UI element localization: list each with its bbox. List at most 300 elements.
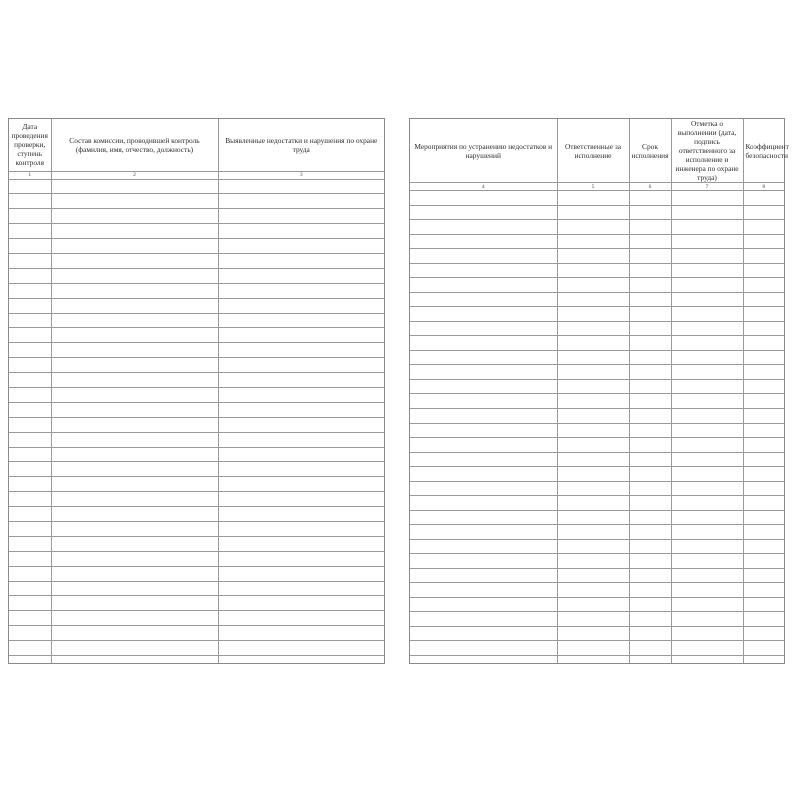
empty-cell [51,283,218,298]
empty-cell [218,641,384,656]
table-row [9,283,384,298]
table-row [410,438,784,453]
empty-cell [218,536,384,551]
empty-cell [218,358,384,373]
empty-cell [51,551,218,566]
empty-cell [671,583,743,598]
table-row [410,423,784,438]
empty-cell [51,224,218,239]
empty-cell [51,253,218,268]
empty-cell [410,539,557,554]
empty-cell [410,336,557,351]
empty-cell [51,239,218,254]
empty-cell [671,467,743,482]
empty-cell [218,566,384,581]
table-row [410,568,784,583]
table-row [410,496,784,511]
empty-cell [51,343,218,358]
empty-cell [629,510,671,525]
empty-cell [9,581,51,596]
empty-cell [410,626,557,641]
column-number: 2 [51,171,218,179]
empty-cell [743,205,784,220]
empty-cell [218,387,384,402]
empty-cell [743,350,784,365]
empty-cell [743,423,784,438]
empty-cell [410,408,557,423]
column-number: 6 [629,183,671,191]
table-row [9,566,384,581]
empty-cell [743,525,784,540]
empty-cell [51,373,218,388]
empty-cell [629,249,671,264]
table-row [9,328,384,343]
table-row [410,278,784,293]
empty-cell [557,220,629,235]
empty-cell [629,220,671,235]
empty-cell [9,447,51,462]
table-row [410,408,784,423]
empty-cell [671,438,743,453]
empty-cell [629,191,671,206]
empty-cell [629,292,671,307]
empty-cell [410,656,557,664]
empty-cell [629,539,671,554]
empty-cell [410,263,557,278]
empty-cell [629,438,671,453]
empty-cell [218,179,384,194]
empty-cell [51,566,218,581]
empty-cell [671,510,743,525]
table-row [9,239,384,254]
empty-cell [557,336,629,351]
empty-cell [629,307,671,322]
table-row [410,539,784,554]
empty-cell [51,387,218,402]
empty-cell [629,656,671,664]
empty-cell [218,492,384,507]
empty-cell [629,278,671,293]
column-header-measures: Мероприятия по устранению недостатков и нарушений [410,119,557,183]
table-row [410,379,784,394]
table-row [410,307,784,322]
empty-cell [9,492,51,507]
empty-cell [410,612,557,627]
empty-cell [557,321,629,336]
table-row [410,205,784,220]
empty-cell [51,521,218,536]
empty-cell [410,350,557,365]
column-number: 1 [9,171,51,179]
empty-cell [671,452,743,467]
empty-cell [557,554,629,569]
table-row [410,292,784,307]
empty-cell [9,477,51,492]
empty-cell [9,343,51,358]
table-row [9,313,384,328]
empty-cell [218,417,384,432]
table-row [9,373,384,388]
empty-cell [671,321,743,336]
empty-cell [629,597,671,612]
empty-cell [9,268,51,283]
table-row [9,551,384,566]
empty-cell [557,525,629,540]
empty-cell [218,656,384,664]
empty-cell [218,447,384,462]
empty-cell [743,597,784,612]
empty-cell [410,321,557,336]
empty-cell [557,481,629,496]
empty-cell [9,611,51,626]
empty-cell [51,432,218,447]
table-row [9,298,384,313]
empty-cell [9,566,51,581]
empty-cell [743,408,784,423]
empty-cell [9,179,51,194]
empty-cell [51,462,218,477]
empty-cell [51,611,218,626]
empty-cell [743,220,784,235]
empty-cell [671,612,743,627]
column-number: 7 [671,183,743,191]
empty-cell [218,462,384,477]
empty-cell [9,536,51,551]
empty-cell [743,612,784,627]
column-header-date: Дата проведения проверки, ступень контроля [9,119,51,171]
empty-cell [557,423,629,438]
column-header-deadline: Срок исполнения [629,119,671,183]
empty-cell [557,539,629,554]
empty-cell [51,477,218,492]
empty-cell [629,379,671,394]
empty-cell [743,234,784,249]
empty-cell [218,626,384,641]
empty-cell [218,268,384,283]
empty-cell [629,365,671,380]
column-header-responsible: Ответственные за исполнение [557,119,629,183]
empty-cell [9,402,51,417]
empty-cell [410,554,557,569]
table-row [9,387,384,402]
empty-cell [218,581,384,596]
journal-page-right [409,118,789,664]
empty-cell [557,510,629,525]
empty-cell [743,394,784,409]
empty-cell [9,596,51,611]
empty-cell [9,551,51,566]
empty-cell [218,224,384,239]
empty-cell [671,423,743,438]
empty-cell [218,551,384,566]
empty-cell [51,358,218,373]
empty-cell [51,268,218,283]
empty-cell [671,292,743,307]
empty-cell [743,249,784,264]
empty-cell [410,278,557,293]
empty-cell [557,234,629,249]
table-row [410,336,784,351]
table-row [410,220,784,235]
empty-cell [51,641,218,656]
table-row [410,656,784,664]
empty-cell [410,467,557,482]
column-header-violations: Выявленные недостатки и нарушения по охране труда [218,119,384,171]
empty-cell [629,525,671,540]
table-row [410,321,784,336]
empty-cell [51,492,218,507]
empty-cell [743,641,784,656]
table-row [410,626,784,641]
empty-cell [671,597,743,612]
empty-cell [9,507,51,522]
table-row [410,525,784,540]
table-row [410,612,784,627]
journal-page-left [8,118,385,664]
table-row [410,234,784,249]
empty-cell [218,328,384,343]
empty-cell [671,234,743,249]
empty-cell [51,179,218,194]
table-row [9,179,384,194]
empty-cell [410,365,557,380]
empty-cell [671,379,743,394]
inspection-table-right [410,119,789,663]
table-row [9,432,384,447]
empty-cell [9,387,51,402]
empty-cell [743,568,784,583]
empty-cell [51,209,218,224]
empty-cell [671,205,743,220]
empty-cell [9,313,51,328]
empty-cell [743,626,784,641]
empty-cell [51,596,218,611]
empty-cell [9,656,51,664]
empty-cell [743,263,784,278]
empty-cell [51,402,218,417]
empty-cell [557,292,629,307]
empty-cell [629,612,671,627]
empty-cell [743,452,784,467]
empty-cell [410,568,557,583]
empty-cell [743,365,784,380]
empty-cell [671,336,743,351]
empty-cell [51,194,218,209]
empty-cell [557,307,629,322]
table-row [9,477,384,492]
table-row [410,394,784,409]
empty-cell [9,417,51,432]
empty-cell [51,298,218,313]
table-row [9,641,384,656]
empty-cell [629,394,671,409]
empty-cell [557,249,629,264]
table-row [9,521,384,536]
empty-cell [671,481,743,496]
empty-cell [410,583,557,598]
empty-cell [671,350,743,365]
table-row [410,452,784,467]
empty-cell [629,205,671,220]
table-row [9,209,384,224]
column-header-safety-coefficient: Коэффициент безопасности [743,119,784,183]
table-row [410,263,784,278]
empty-cell [557,467,629,482]
empty-cell [671,278,743,293]
empty-cell [557,568,629,583]
empty-cell [629,467,671,482]
column-number: 4 [410,183,557,191]
empty-cell [218,402,384,417]
empty-cell [671,539,743,554]
empty-cell [671,568,743,583]
empty-cell [743,539,784,554]
empty-cell [9,224,51,239]
empty-cell [410,379,557,394]
empty-cell [9,283,51,298]
empty-cell [743,554,784,569]
empty-cell [671,249,743,264]
empty-cell [557,641,629,656]
table-body [410,191,784,664]
empty-cell [629,641,671,656]
empty-cell [9,328,51,343]
empty-cell [671,365,743,380]
empty-cell [671,554,743,569]
empty-cell [671,525,743,540]
table-row [410,191,784,206]
table-row [9,402,384,417]
empty-cell [9,432,51,447]
empty-cell [218,477,384,492]
empty-cell [9,358,51,373]
empty-cell [671,641,743,656]
empty-cell [51,581,218,596]
empty-cell [557,438,629,453]
empty-cell [410,307,557,322]
empty-cell [218,343,384,358]
empty-cell [557,191,629,206]
table-row [410,350,784,365]
empty-cell [629,583,671,598]
empty-cell [218,432,384,447]
empty-cell [410,510,557,525]
empty-cell [629,408,671,423]
column-number: 3 [218,171,384,179]
empty-cell [410,481,557,496]
empty-cell [557,612,629,627]
empty-cell [557,350,629,365]
empty-cell [410,234,557,249]
empty-cell [9,626,51,641]
empty-cell [410,423,557,438]
empty-cell [51,626,218,641]
empty-cell [218,253,384,268]
table-row [9,194,384,209]
empty-cell [743,510,784,525]
empty-cell [51,313,218,328]
inspection-table-left [9,119,384,663]
empty-cell [557,583,629,598]
empty-cell [557,452,629,467]
table-row [9,447,384,462]
empty-cell [671,307,743,322]
empty-cell [743,481,784,496]
table-row [9,656,384,664]
empty-cell [9,298,51,313]
table-row [410,365,784,380]
empty-cell [671,263,743,278]
table-row [9,358,384,373]
empty-cell [629,423,671,438]
empty-cell [51,656,218,664]
empty-cell [557,597,629,612]
empty-cell [218,209,384,224]
table-row [410,597,784,612]
empty-cell [557,394,629,409]
table-row [9,581,384,596]
empty-cell [557,379,629,394]
column-number: 5 [557,183,629,191]
empty-cell [743,191,784,206]
empty-cell [218,507,384,522]
empty-cell [218,239,384,254]
empty-cell [218,611,384,626]
empty-cell [671,496,743,511]
empty-cell [743,583,784,598]
empty-cell [743,321,784,336]
table-row [9,224,384,239]
table-row [410,249,784,264]
empty-cell [629,263,671,278]
column-number: 8 [743,183,784,191]
empty-cell [743,307,784,322]
empty-cell [218,194,384,209]
empty-cell [671,220,743,235]
table-row [410,583,784,598]
table-row [410,467,784,482]
empty-cell [629,481,671,496]
empty-cell [743,292,784,307]
empty-cell [9,641,51,656]
empty-cell [410,249,557,264]
empty-cell [218,313,384,328]
empty-cell [671,656,743,664]
empty-cell [410,525,557,540]
table-row [410,641,784,656]
empty-cell [743,278,784,293]
empty-cell [743,336,784,351]
empty-cell [218,298,384,313]
empty-cell [9,209,51,224]
empty-cell [410,641,557,656]
table-row [9,462,384,477]
empty-cell [671,394,743,409]
empty-cell [557,365,629,380]
empty-cell [743,656,784,664]
empty-cell [218,283,384,298]
empty-cell [629,496,671,511]
table-row [9,536,384,551]
empty-cell [743,467,784,482]
table-row [9,507,384,522]
empty-cell [51,417,218,432]
empty-cell [629,626,671,641]
empty-cell [51,536,218,551]
column-header-commission: Состав комиссии, проводившей контроль (фамилия, имя, отчество, должность) [51,119,218,171]
empty-cell [629,452,671,467]
table-row [9,626,384,641]
